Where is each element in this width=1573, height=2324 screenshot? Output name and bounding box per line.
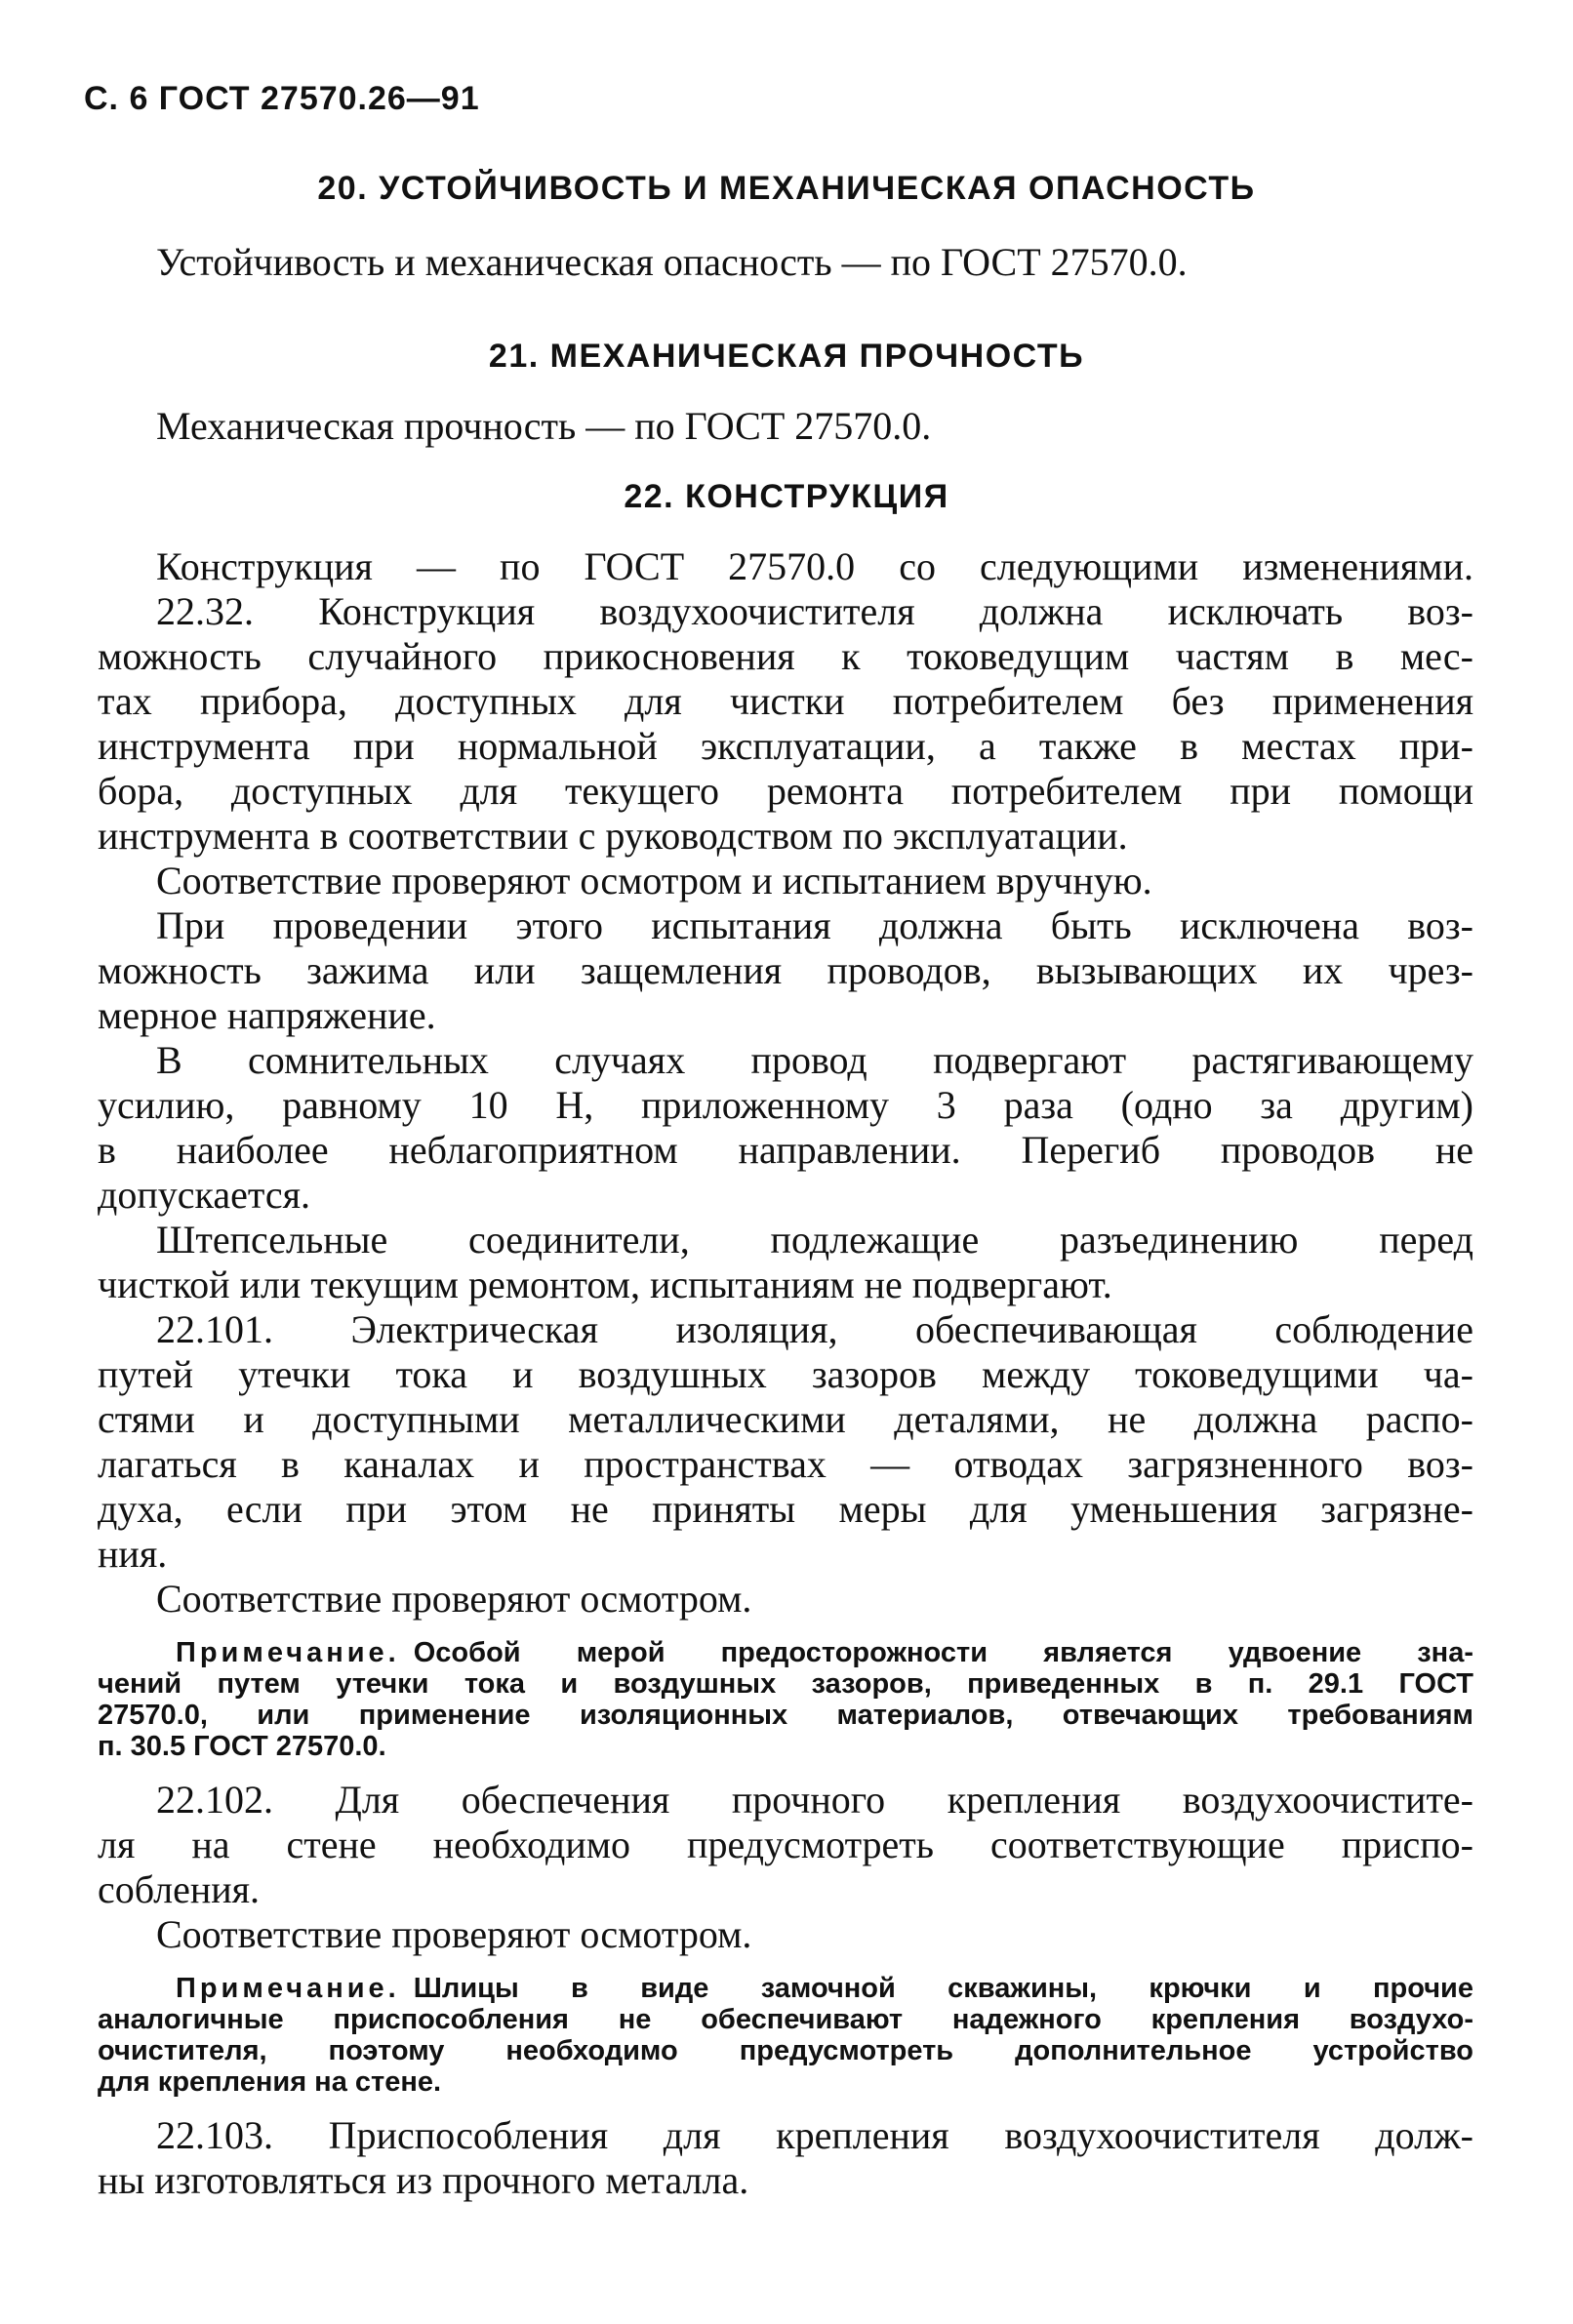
note-label: Примечание.	[176, 1637, 400, 1668]
note-1-line: п. 30.5 ГОСТ 27570.0.	[98, 1731, 386, 1762]
note-2-line: Шлицы в виде замочной скважины, крючки и прочие	[413, 1973, 1473, 2004]
note-2-line: для крепления на стене.	[98, 2066, 442, 2098]
section-20-title: 20. УСТОЙЧИВОСТЬ И МЕХАНИЧЕСКАЯ ОПАСНОСТЬ	[317, 170, 1256, 207]
paragraph-22-101-line: ния.	[98, 1532, 168, 1576]
check-visual-text: Соответствие проверяют осмотром.	[156, 1912, 752, 1956]
paragraph-22-102-line: собления.	[98, 1867, 261, 1911]
paragraph-plug-line: чисткой или текущим ремонтом, испытаниям не подвергают.	[98, 1262, 1112, 1306]
paragraph-test-line: можность зажима или защемления проводов, вызывающих их чрез-	[98, 948, 1473, 992]
section-21-title: 21. МЕХАНИЧЕСКАЯ ПРОЧНОСТЬ	[488, 338, 1085, 375]
paragraph-22-32-line: инструмента при нормальной эксплуатации, а также в местах при-	[98, 724, 1473, 768]
paragraph-plug-line: Штепсельные соединители, подлежащие разъединению перед	[156, 1218, 1473, 1262]
note-1-line: чений путем утечки тока и воздушных зазоров, приведенных в п. 29.1 ГОСТ	[98, 1668, 1473, 1700]
paragraph-22-101-line: духа, если при этом не приняты меры для уменьшения загрязне-	[98, 1487, 1473, 1531]
note-2-line: аналогичные приспособления не обеспечивают надежного крепления воздухо-	[98, 2004, 1473, 2035]
note-2-line: очистителя, поэтому необходимо предусмотреть дополнительное устройство	[98, 2035, 1473, 2066]
section-22-title: 22. КОНСТРУКЦИЯ	[624, 478, 949, 515]
paragraph-22-103-line: ны изготовляться из прочного металла.	[98, 2158, 749, 2202]
paragraph-doubt-line: усилию, равному 10 Н, приложенному 3 раза (одно за другим)	[98, 1083, 1473, 1127]
note-1-line: 27570.0, или применение изоляционных материалов, отвечающих требованиям	[98, 1700, 1473, 1731]
section-21-text: Механическая прочность — по ГОСТ 27570.0.	[156, 404, 932, 448]
paragraph-test-line: При проведении этого испытания должна быть исключена воз-	[156, 903, 1473, 947]
paragraph-22-103-line: 22.103. Приспособления для крепления воздухоочистителя долж-	[156, 2113, 1473, 2157]
paragraph-22-32-line: инструмента в соответствии с руководством по эксплуатации.	[98, 814, 1128, 858]
note-1-line: Особой мерой предосторожности является удвоение зна-	[413, 1637, 1473, 1668]
paragraph-22-101-line: лагаться в каналах и пространствах — отводах загрязненного воз-	[98, 1442, 1473, 1486]
paragraph-22-32-line: тах прибора, доступных для чистки потребителем без применения	[98, 679, 1473, 723]
section-22-text: Конструкция — по ГОСТ 27570.0 со следующими изменениями.	[156, 544, 1473, 588]
paragraph-doubt-line: допускается.	[98, 1173, 310, 1217]
paragraph-22-32-line: можность случайного прикосновения к токоведущим частям в мес-	[98, 634, 1473, 678]
paragraph-22-102-line: ля на стене необходимо предусмотреть соответствующие приспо-	[98, 1823, 1473, 1866]
paragraph-22-32-line: бора, доступных для текущего ремонта потребителем при помощи	[98, 769, 1473, 813]
paragraph-doubt-line: в наиболее неблагоприятном направлении. Перегиб проводов не	[98, 1128, 1473, 1172]
check-manual-text: Соответствие проверяют осмотром и испытанием вручную.	[156, 859, 1152, 902]
section-20-text: Устойчивость и механическая опасность — по ГОСТ 27570.0.	[156, 240, 1188, 284]
note-label: Примечание.	[176, 1973, 400, 2004]
paragraph-22-101-line: путей утечки тока и воздушных зазоров между токоведущими ча-	[98, 1352, 1473, 1396]
note-1-first-line	[176, 1637, 1473, 1668]
check-visual-text: Соответствие проверяют осмотром.	[156, 1577, 752, 1621]
paragraph-doubt-line: В сомнительных случаях провод подвергают растягивающему	[156, 1038, 1473, 1082]
paragraph-22-102-line: 22.102. Для обеспечения прочного крепления воздухоочистите-	[156, 1778, 1473, 1822]
paragraph-22-101-line: 22.101. Электрическая изоляция, обеспечивающая соблюдение	[156, 1307, 1473, 1351]
paragraph-22-101-line: стями и доступными металлическими деталями, не должна распо-	[98, 1397, 1473, 1441]
paragraph-test-line: мерное напряжение.	[98, 993, 436, 1037]
note-2-first-line	[176, 1973, 1473, 2004]
paragraph-22-32-line: 22.32. Конструкция воздухоочистителя должна исключать воз-	[156, 589, 1473, 633]
page-header: С. 6 ГОСТ 27570.26—91	[84, 80, 480, 117]
